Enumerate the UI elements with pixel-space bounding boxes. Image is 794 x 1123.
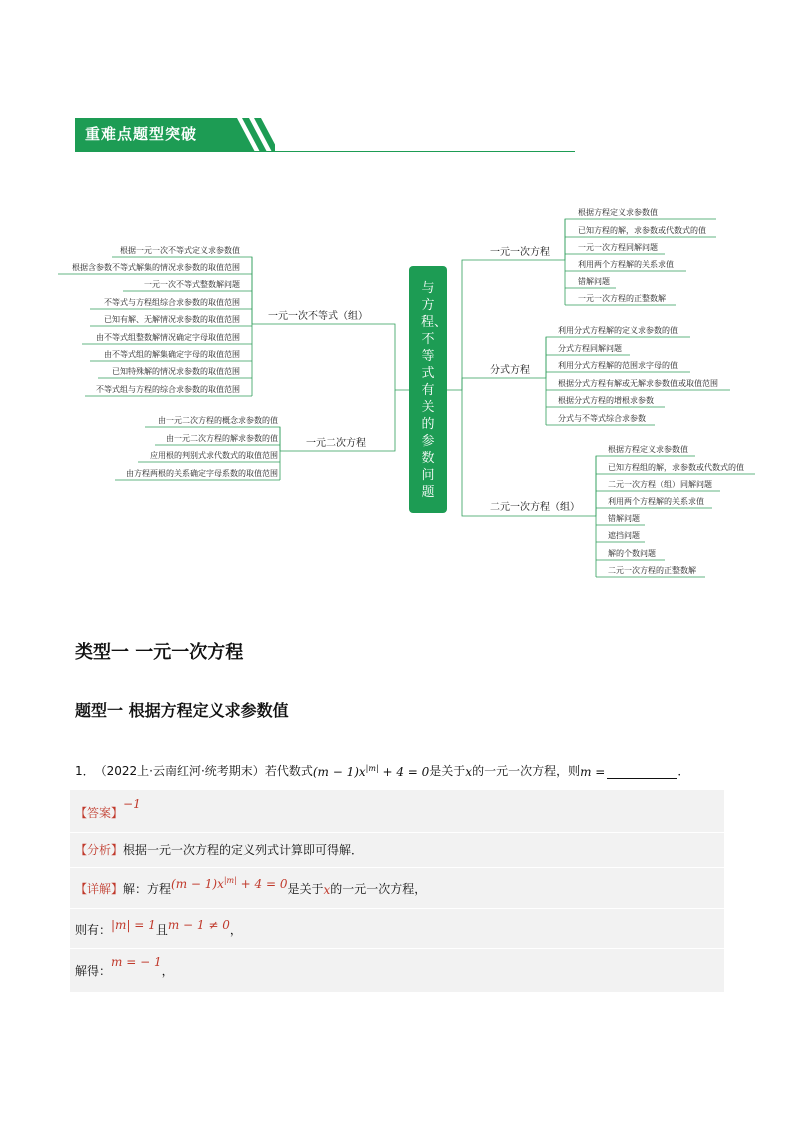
- answer-separator: [70, 832, 724, 833]
- leaf-linear-2: 已知方程的解，求参数或代数式的值: [578, 226, 706, 235]
- detail-tag: 【详解】: [75, 882, 124, 896]
- answer-separator: [70, 948, 724, 949]
- condition-2: m − 1 ≠ 0: [167, 918, 230, 932]
- leaf-quad-1: 由一元二次方程的概念求参数的值: [158, 416, 278, 425]
- leaf-ineq-7: 由不等式组的解集确定字母的取值范围: [104, 350, 240, 359]
- leaf-fraction-3: 利用分式方程解的范围求字母的值: [558, 361, 678, 370]
- leaf-linear-1: 根据方程定义求参数值: [578, 208, 658, 217]
- question-line: [75, 762, 689, 779]
- comma-1: ，: [229, 923, 242, 937]
- answer-tag: 【答案】: [75, 806, 124, 820]
- leaf-binary-1: 根据方程定义求参数值: [608, 445, 688, 454]
- analysis-text: 根据一元一次方程的定义列式计算即可得解．: [123, 843, 364, 857]
- leaf-binary-6: 遮挡问题: [608, 531, 640, 540]
- leaf-quad-3: 应用根的判别式求代数式的取值范围: [150, 451, 278, 460]
- leaf-linear-6: 一元一次方程的正整数解: [578, 294, 666, 303]
- solution-row: [75, 955, 174, 979]
- leaf-quad-2: 由一元二次方程的解求参数的值: [166, 434, 278, 443]
- question-ask: m =: [580, 765, 606, 779]
- banner-underline: [75, 151, 575, 152]
- answer-separator: [70, 867, 724, 868]
- answer-value: −1: [123, 797, 141, 811]
- leaf-ineq-1: 根据一元一次不等式定义求参数值: [120, 246, 240, 255]
- type-title: 类型一 一元一次方程: [75, 642, 244, 663]
- expr-base: (m − 1)x: [312, 765, 366, 779]
- detail-var: x: [323, 883, 331, 897]
- condition-1: |m| = 1: [111, 918, 156, 932]
- branch-quadratic-eq: 一元二次方程: [306, 438, 366, 449]
- branch-linear-eq: 一元一次方程: [490, 247, 550, 258]
- answer-blank[interactable]: [607, 766, 677, 779]
- leaf-linear-5: 错解问题: [578, 277, 610, 286]
- leaf-ineq-6: 由不等式组整数解情况确定字母取值范围: [96, 333, 240, 342]
- detail-row: [75, 876, 427, 897]
- comma-2: ，: [161, 964, 174, 978]
- leaf-linear-4: 利用两个方程解的关系求值: [578, 260, 674, 269]
- detail-text-b: 是关于: [287, 882, 324, 896]
- leaf-ineq-3: 一元一次不等式整数解问题: [144, 280, 240, 289]
- detail-text-a: 解：方程: [123, 882, 172, 896]
- question-end: ．: [677, 764, 690, 778]
- leaf-binary-2: 已知方程组的解，求参数或代数式的值: [608, 463, 744, 472]
- solution-value: m = − 1: [111, 955, 162, 969]
- leaf-quad-4: 由方程两根的关系确定字母系数的取值范围: [126, 469, 278, 478]
- leaf-fraction-1: 利用分式方程解的定义求参数的值: [558, 326, 678, 335]
- leaf-fraction-2: 分式方程同解问题: [558, 344, 622, 353]
- leaf-fraction-6: 分式与不等式综合求参数: [558, 414, 646, 423]
- leaf-ineq-5: 已知有解、无解情况求参数的取值范围: [104, 315, 240, 324]
- question-text-a: 若代数式: [264, 764, 313, 778]
- branch-inequality: 一元一次不等式（组）: [268, 311, 368, 322]
- leaf-binary-3: 二元一次方程（组）同解问题: [608, 480, 712, 489]
- expr-tail: + 4 = 0: [378, 765, 430, 779]
- solve-label: 解得：: [75, 964, 112, 978]
- answer-separator: [70, 908, 724, 909]
- leaf-binary-8: 二元一次方程的正整数解: [608, 566, 696, 575]
- detail-expression: [171, 876, 287, 891]
- topic-title: 题型一 根据方程定义求参数值: [75, 701, 289, 720]
- leaf-linear-3: 一元一次方程同解问题: [578, 243, 658, 252]
- detail-expr-exponent: |m|: [223, 876, 237, 885]
- analysis-row: [75, 841, 363, 858]
- answer-row: [75, 797, 141, 821]
- detail-expr-tail: + 4 = 0: [236, 877, 288, 891]
- detail-expr-base: (m − 1)x: [171, 877, 224, 891]
- leaf-ineq-9: 不等式组与方程的综合求参数的取值范围: [96, 385, 240, 394]
- leaf-binary-4: 利用两个方程解的关系求值: [608, 497, 704, 506]
- leaf-ineq-4: 不等式与方程组综合求参数的取值范围: [104, 298, 240, 307]
- question-source: （2022上·云南红河·统考期末）: [94, 764, 265, 778]
- branch-binary-eq: 二元一次方程（组）: [490, 502, 580, 513]
- leaf-binary-5: 错解问题: [608, 514, 640, 523]
- analysis-tag: 【分析】: [75, 843, 124, 857]
- branch-fraction-eq: 分式方程: [490, 365, 530, 376]
- question-var: x: [465, 765, 473, 779]
- question-text-c: 的一元一次方程，则: [472, 764, 581, 778]
- question-number: 1．: [75, 764, 95, 778]
- and-word: 且: [155, 923, 168, 937]
- leaf-fraction-5: 根据分式方程的增根求参数: [558, 396, 654, 405]
- mindmap-center-label: 与方程、不等式有关的参数问题: [421, 281, 448, 500]
- banner-title: 重难点题型突破: [85, 125, 198, 143]
- mindmap-center: [409, 266, 447, 513]
- leaf-binary-7: 解的个数问题: [608, 549, 656, 558]
- leaf-ineq-8: 已知特殊解的情况求参数的取值范围: [112, 367, 240, 376]
- expr-exponent: |m|: [365, 764, 379, 773]
- condition-row: [75, 918, 242, 938]
- detail-text-c: 的一元一次方程，: [330, 882, 427, 896]
- then-label: 则有：: [75, 923, 112, 937]
- leaf-ineq-2: 根据含参数不等式解集的情况求参数的取值范围: [72, 263, 240, 272]
- question-text-b: 是关于: [429, 764, 466, 778]
- question-expression: [313, 764, 429, 779]
- leaf-fraction-4: 根据分式方程有解或无解求参数值或取值范围: [558, 379, 718, 388]
